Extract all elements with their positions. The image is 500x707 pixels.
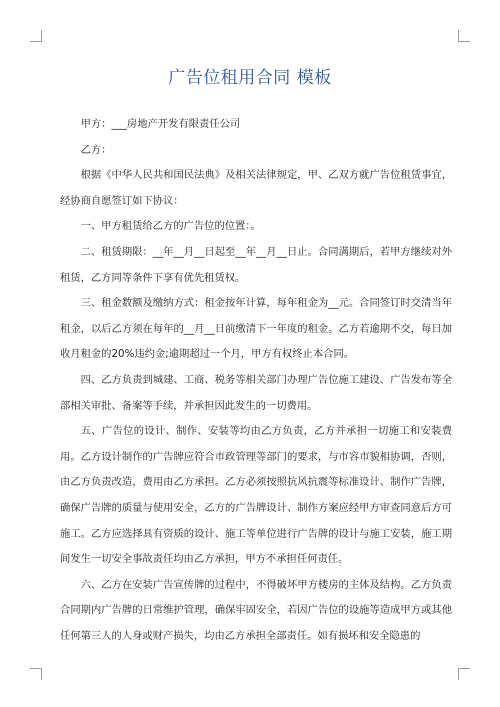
- page-corner-mark-top-right: [458, 30, 470, 42]
- clause-2-paragraph: 二、租赁期限：__年__月__日起至__年__月__日止。合同满期后，若甲方继续对外租赁，乙方同等条件下享有优先租赁权。: [60, 245, 452, 284]
- party-a-line: 甲方：___房地产开发有限责任公司: [80, 118, 241, 130]
- document-body: [60, 112, 452, 649]
- party-b-line: 乙方：: [80, 143, 112, 156]
- clause-1-paragraph: 一、甲方租赁给乙方的广告位的位置：。: [80, 220, 261, 233]
- clause-5-paragraph: 五、广告位的设计、制作、安装等均由乙方负责，乙方并承担一切施工和安装费用。乙方设计制作的广告牌应符合市政管理等部门的要求，与市容市貌相协调，否则，由乙方负责改造，费用由乙方承担。乙方必须按照抗风抗震等标准设计、制作广告牌，确保广告牌的质量与使用安全，乙方的广告牌设计、制作方案应经甲方审查同意后方可施工。乙方应选择具有资质的设计、施工等单位进行广告牌的设计与施工安装，施工期间发生一切安全事故责任均由乙方承担，甲方不承担任何责任。: [60, 425, 452, 566]
- clause-4-paragraph: 四、乙方负责到城建、工商、税务等相关部门办理广告位施工建设、广告发布等全部相关审批、备案等手续，并承担因此发生的一切费用。: [60, 373, 452, 412]
- document-title: 广告位租用合同 模板: [168, 68, 332, 88]
- page-corner-mark-bottom-right: [458, 668, 470, 680]
- clause-3-paragraph: 三、租金数额及缴纳方式：租金按年计算，每年租金为__元。合同签订时交清当年租金，以后乙方须在每年的__月__日前缴清下一年度的租金。乙方若逾期不交，每日加收月租金的20%违约金;逾期超过一个月，甲方有权终止本合同。: [60, 297, 452, 361]
- clause-6-paragraph: 六、乙方在安装广告宣传牌的过程中，不得破坏甲方楼房的主体及结构。乙方负责合同期内广告牌的日常维护管理，确保牢固安全，若因广告位的设施等造成甲方或其他任何第三人的人身或财产损失，均由乙方承担全部责任。如有损坏和安全隐患的: [60, 578, 452, 642]
- page-corner-mark-bottom-left: [30, 668, 42, 680]
- page-corner-mark-top-left: [30, 30, 42, 42]
- preamble-paragraph: 根据《中华人民共和国民法典》及相关法律规定，甲、乙双方就广告位租赁事宜，经协商自愿签订如下协议：: [60, 169, 452, 207]
